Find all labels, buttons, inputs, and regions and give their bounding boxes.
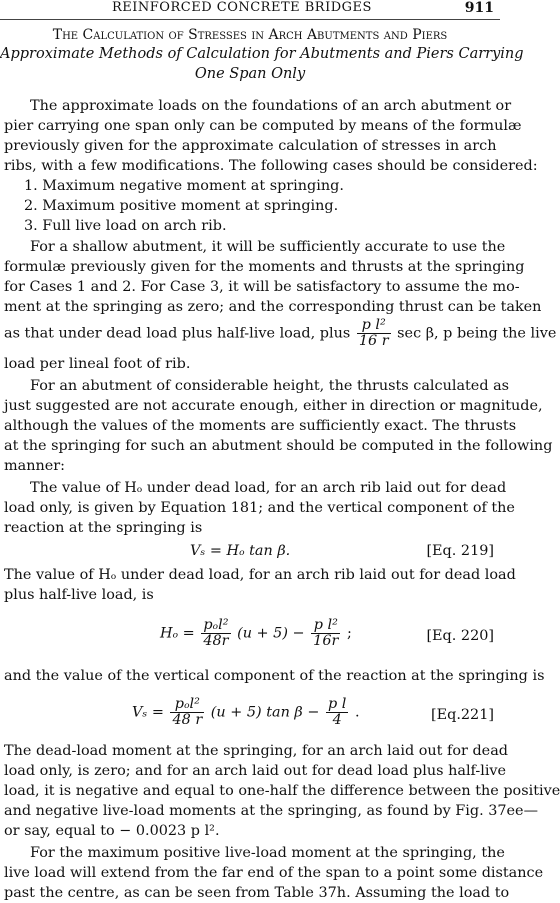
section-subtitle-line1: Approximate Methods of Calculation for Abutments and Piers Carrying [0, 46, 524, 62]
para2-end: load per lineal foot of rib. [4, 356, 191, 372]
para2-line: For a shallow abutment, it will be sufficiently accurate to use the [30, 239, 506, 255]
para2-line: formulæ previously given for the moments and thrusts at the springing [4, 259, 525, 275]
eq220-fraction-1 [201, 618, 230, 649]
equation-219-label: [Eq. 219] [426, 543, 494, 559]
page-number: 911 [464, 0, 494, 16]
fraction-numerator: p l [327, 696, 347, 712]
para7-line: load, it is negative and equal to one-half the difference between the positive [4, 783, 560, 799]
running-title: REINFORCED CONCRETE BRIDGES [112, 0, 372, 15]
eq221-end: . [354, 704, 360, 721]
para4-line: reaction at the springing is [4, 520, 203, 536]
equation-221 [132, 697, 360, 728]
fraction-denominator: 48 r [172, 712, 203, 728]
case-item: 2. Maximum positive moment at springing. [24, 198, 339, 214]
fraction-numerator: p l² [311, 618, 340, 634]
para3-line: at the springing for such an abutment should be computed in the following [4, 438, 553, 454]
para3-line: just suggested are not accurate enough, either in direction or magnitude, [4, 398, 543, 414]
para1-line: previously given for the approximate calculation of stresses in arch [4, 138, 497, 154]
para1-line: pier carrying one span only can be computed by means of the formulæ [4, 118, 522, 134]
para2-line: for Cases 1 and 2. For Case 3, it will be satisfactory to assume the mo- [4, 279, 520, 295]
eq220-end: ; [346, 625, 352, 642]
para5-line: plus half-live load, is [4, 587, 154, 603]
para8-line: live load will extend from the far end of the span to a point some distance [4, 865, 544, 881]
eq220-fraction-2 [311, 618, 340, 649]
live-load-fraction [357, 318, 391, 349]
fraction-denominator: 16 r [358, 333, 389, 349]
para1-line: ribs, with a few modifications. The following cases should be considered: [4, 158, 538, 174]
equation-220 [160, 618, 352, 649]
case-item: 1. Maximum negative moment at springing. [24, 178, 344, 194]
fraction-denominator: 16r [313, 633, 339, 649]
fraction-denominator: 48r [203, 633, 229, 649]
equation-219: Vₛ = Hₒ tan β. [190, 543, 291, 559]
case-item: 3. Full live load on arch rib. [24, 218, 227, 234]
para2-line: ment at the springing as zero; and the corresponding thrust can be taken [4, 299, 542, 315]
para3-line: manner: [4, 458, 66, 474]
equation-220-label: [Eq. 220] [426, 628, 494, 644]
para3-line: For an abutment of considerable height, the thrusts calculated as [30, 378, 510, 394]
para4-line: The value of Hₒ under dead load, for an arch rib laid out for dead [30, 480, 507, 496]
para7-line: The dead-load moment at the springing, for an arch laid out for dead [4, 743, 508, 759]
eq221-fraction-1 [170, 697, 204, 728]
fraction-numerator: p l² [357, 318, 391, 334]
formula-line-before: as that under dead load plus half-live load, plus [4, 325, 351, 342]
eq220-middle: (u + 5) − [237, 625, 305, 642]
para5-line: The value of Hₒ under dead load, for an arch rib laid out for dead load [4, 567, 516, 583]
para7-line: load only, is zero; and for an arch laid out for dead load plus half-live [4, 763, 507, 779]
para8-line: For the maximum positive live-load moment at the springing, the [30, 845, 505, 861]
para8-line: past the centre, as can be seen from Table 37h. Assuming the load to [4, 885, 510, 901]
para7-line: or say, equal to − 0.0023 p l². [4, 823, 220, 839]
para6-line: and the value of the vertical component of the reaction at the springing is [4, 668, 545, 684]
para7-line: and negative live-load moments at the springing, as found by Fig. 37ee— [4, 803, 538, 819]
header-rule [0, 19, 500, 20]
formula-line-after: sec β, p being the live [397, 325, 557, 342]
para1-line: The approximate loads on the foundations of an arch abutment or [30, 98, 512, 114]
eq221-lhs: Vₛ = [132, 704, 164, 721]
eq221-middle: (u + 5) tan β − [210, 704, 320, 721]
section-subtitle-line2: One Span Only [194, 66, 306, 82]
section-title: The Calculation of Stresses in Arch Abutments and Piers [52, 27, 448, 43]
fraction-denominator: 4 [332, 712, 342, 728]
para4-line: load only, is given by Equation 181; and the vertical component of the [4, 500, 515, 516]
para3-line: although the values of the moments are sufficiently exact. The thrusts [4, 418, 517, 434]
eq220-lhs: Hₒ = [160, 625, 195, 642]
equation-221-label: [Eq.221] [431, 707, 494, 723]
fraction-numerator: pₒl² [170, 697, 204, 713]
para2-formula-line [4, 317, 557, 349]
fraction-numerator: pₒl² [201, 618, 230, 634]
eq221-fraction-2 [326, 697, 348, 728]
